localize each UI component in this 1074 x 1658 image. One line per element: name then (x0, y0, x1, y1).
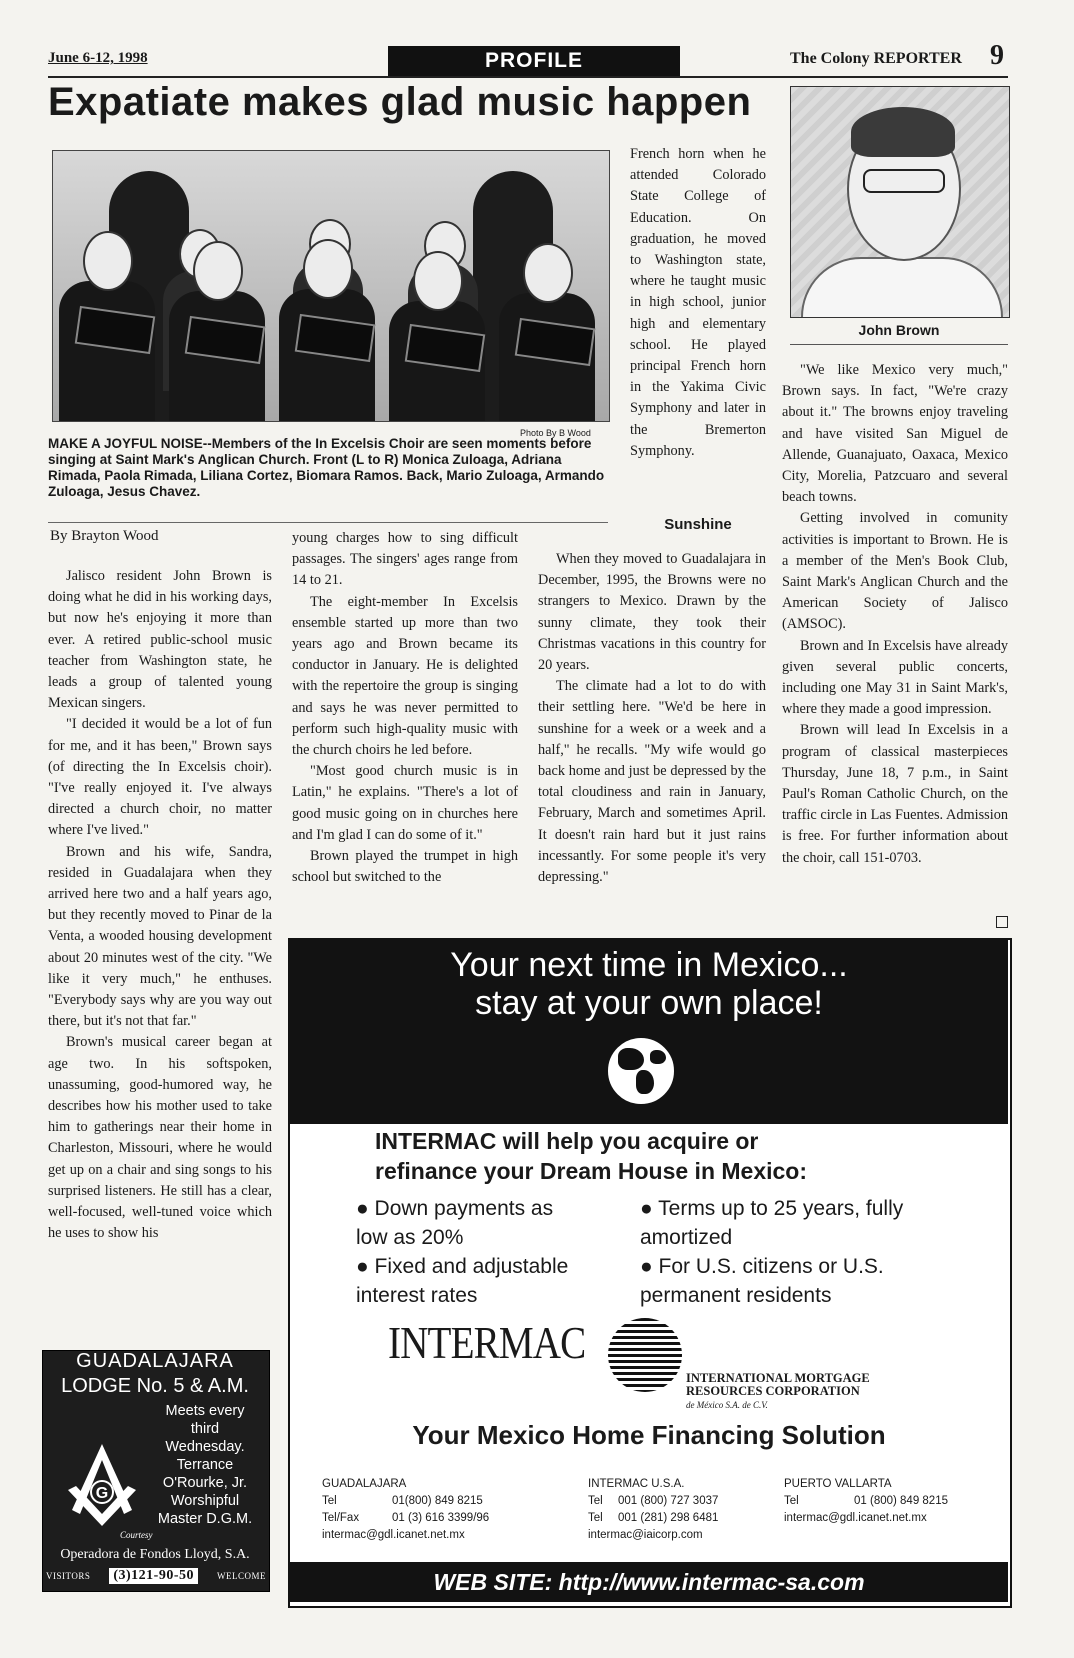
publication-name: The Colony REPORTER (790, 50, 962, 67)
end-mark-icon (996, 916, 1008, 928)
choir-photo (52, 150, 610, 422)
article-column-3 (538, 549, 766, 888)
paragraph: Jalisco resident John Brown is doing what he did in his working days, but now he's enjoying it more than ever. A retired public-school music teacher from Washington state, he leads a group of talented young Mexican singers. (48, 568, 272, 712)
page-number: 9 (990, 40, 1004, 71)
paragraph: "Most good church music is in Latin," he explains. "There's a lot of good music going on in churches here and I'm glad I can do some of it." (292, 763, 518, 843)
article-column-4 (782, 360, 1008, 869)
contact-email: intermac@gdl.icanet.net.mx (784, 1512, 927, 1524)
paragraph: The climate had a lot to do with their settling here. "We'd be here in sunshine for a week or a week and a half," he recalls. "My wife would go back home and just be depressed by the total cloudiness and rain in January, February, March and sometimes April. It doesn't rain hard but it just rains incessantly. For some people it's very depressing." (538, 678, 766, 886)
contact-phone: 001 (800) 727 3037 (618, 1495, 719, 1507)
lodge-title: GUADALAJARA (76, 1350, 234, 1372)
lodge-phone: (3)121-90-50 (109, 1568, 198, 1584)
photo-caption: MAKE A JOYFUL NOISE--Members of the In Excelsis Choir are seen moments before singing at Saint Mark's Anglican Church. Front (L to R) Monica Zuloaga, Adriana Rimada, Paola Rimada, Liliana Cortez, Biomara Ramos. Back, Mario Zuloaga, Armando Zuloaga, Jesus Chavez. (48, 436, 605, 499)
contact-label: Tel (322, 1495, 337, 1507)
lodge-welcome: WELCOME (217, 1571, 266, 1581)
headline: Expatiate makes glad music happen (48, 80, 752, 124)
lodge-sponsor: Operadora de Fondos Lloyd, S.A. (60, 1547, 250, 1562)
paragraph: Getting involved in comunity activities is important to Brown. He is a member of the Men's Book Club, Saint Mark's Anglican Church and the American Society of Jalisco (AMSOC). (782, 510, 1008, 633)
contact-email: intermac@gdl.icanet.net.mx (322, 1529, 465, 1541)
paragraph: Brown played the trumpet in high school but switched to the (292, 848, 518, 886)
paragraph: When they moved to Guadalajara in December, 1995, the Browns were no strangers to Mexico. Drawn by the sunny climate, they took their Christmas vacations in this country for 20 years. (538, 551, 766, 674)
paragraph: "I decided it would be a lot of fun for me, and it has been," Brown says (of directing the In Excelsis choir). "I've really enjoyed it. I've always directed a church choir, no matter where I've lived." (48, 716, 272, 839)
corp-name (686, 1372, 870, 1398)
contact-puerto-vallarta (784, 1476, 994, 1527)
article-column-2 (292, 528, 518, 888)
ad-headline-line-2: refinance your Dream House in Mexico: (375, 1158, 808, 1184)
portrait-caption: John Brown (858, 322, 940, 338)
contact-email: intermac@iaicorp.com (588, 1529, 703, 1541)
paragraph: Brown and In Excelsis have already given several public concerts, including one May 31 in Saint Mark's, where they made a good impression. (782, 637, 1008, 718)
ad-website: WEB SITE: http://www.intermac-sa.com (290, 1562, 1008, 1602)
contact-phone: 001 (281) 298 6481 (618, 1512, 719, 1524)
contact-city: GUADALAJARA (322, 1478, 407, 1490)
lodge-contact-row (46, 1568, 266, 1584)
corp-name-line-2: RESOURCES CORPORATION (686, 1384, 860, 1398)
contact-city: PUERTO VALLARTA (784, 1478, 892, 1490)
portrait-caption-rule (790, 344, 1008, 345)
contact-city: INTERMAC U.S.A. (588, 1478, 685, 1490)
paragraph: French horn when he attended Colorado State College of Education. On graduation, he moved to Washington state, where he taught music in high school, junior high and elementary school. He played principal French horn in the Yakima Civic Symphony and later in the Bremerton Symphony. (630, 146, 766, 459)
ad-bullet-text: Terms up to 25 years, fully amortized (640, 1197, 904, 1249)
ad-bullet: ● For U.S. citizens or U.S. permanent residents (640, 1255, 884, 1307)
ad-headline-line-1: INTERMAC will help you acquire or (375, 1128, 759, 1154)
paragraph: young charges how to sing difficult passages. The singers' ages range from 14 to 21. (292, 530, 518, 589)
lodge-visitors: VISITORS (46, 1571, 91, 1581)
ad-slogan-line-1: Your next time in Mexico... (450, 946, 848, 984)
contact-label: Tel (784, 1495, 799, 1507)
corp-subtitle: de México S.A. de C.V. (686, 1400, 768, 1410)
contact-label: Tel (588, 1512, 603, 1524)
ad-slogan-line-2: stay at your own place! (475, 984, 823, 1022)
ad-bullet-text: Down payments as low as 20% (356, 1197, 554, 1249)
contact-label: Tel/Fax (322, 1512, 360, 1524)
issue-date: June 6-12, 1998 (48, 50, 148, 66)
logo-globe-icon (608, 1318, 682, 1392)
byline: By Brayton Wood (50, 528, 159, 544)
section-label: PROFILE (388, 46, 680, 76)
paragraph: The eight-member In Excelsis ensemble started up more than two years ago and Brown became its conductor in January. He is delighted with the repertoire the group is singing and says he was never permitted to perform such high-quality music with the church choirs he led before. (292, 593, 518, 759)
corp-name-line-1: INTERNATIONAL MORTGAGE (686, 1371, 870, 1385)
lodge-subtitle: LODGE No. 5 & A.M. (61, 1375, 249, 1397)
contact-phone: 01 (800) 849 8215 (854, 1495, 948, 1507)
globe-icon (608, 1038, 674, 1104)
contact-label: Tel (588, 1495, 603, 1507)
caption-rule (48, 522, 608, 523)
photo-credit: Photo By B Wood (520, 428, 591, 438)
subhead-sunshine: Sunshine (664, 516, 732, 533)
article-column-3-top (630, 144, 766, 462)
contact-guadalajara (322, 1476, 542, 1544)
contact-usa (588, 1476, 768, 1544)
lodge-courtesy: Courtesy (120, 1530, 153, 1540)
square-compass-icon (62, 1440, 142, 1530)
ad-headline (375, 1126, 807, 1186)
paragraph: Brown's musical career began at age two. In his softspoken, unassuming, good-humored way, he describes how his mother used to take him to gatherings near their home in Charleston, Missouri, where he would get up on a chair and sing songs to his surprised listeners. He still has a clear, well-focused, well-tuned voice which he uses to show his (48, 1034, 272, 1242)
contact-phone: 01 (3) 616 3399/96 (392, 1512, 490, 1524)
paragraph: Brown will lead In Excelsis in a program of classical masterpieces Thursday, June 18, 7 p.m., in Saint Paul's Roman Catholic Church, on the traffic circle in Las Fuentes. Admission is free. For further information about the choir, call 151-0703. (782, 722, 1008, 866)
article-column-1 (48, 566, 272, 1245)
ad-tagline: Your Mexico Home Financing Solution (412, 1420, 886, 1450)
svg-text:G: G (95, 1485, 109, 1502)
contact-phone: 01(800) 849 8215 (392, 1495, 483, 1507)
header-rule (48, 76, 1008, 78)
ad-bullet: ● Fixed and adjustable interest rates (356, 1255, 569, 1307)
paragraph: Brown and his wife, Sandra, resided in Guadalajara when they arrived here two and a half years ago, but they recently moved to Pinar de la Venta, a wooded housing development about 20 minutes west of the city. "We like it very much," he enthuses. "Everybody says why are you way out there, but it's not that far." (48, 843, 272, 1030)
portrait-photo (790, 86, 1010, 318)
intermac-logo: INTERMAC (388, 1317, 586, 1368)
ad-bullet-text: For U.S. citizens or U.S. permanent residents (640, 1255, 884, 1307)
ad-bullet: ● Terms up to 25 years, fully amortized (640, 1197, 904, 1249)
ad-bullet-text: Fixed and adjustable interest rates (356, 1255, 569, 1307)
paragraph: "We like Mexico very much," Brown says. In fact, "We're crazy about it." The browns enjoy traveling and have visited San Miguel de Allende, Guanajuato, Oaxaca, Mexico City, Morelia, Patzcuaro and several beach towns. (782, 362, 1008, 506)
ad-bullet: ● Down payments as low as 20% (356, 1197, 554, 1249)
lodge-meeting-info: Meets every third Wednesday. Terrance O'Rourke, Jr. Worshipful Master D.G.M. (157, 1403, 253, 1527)
